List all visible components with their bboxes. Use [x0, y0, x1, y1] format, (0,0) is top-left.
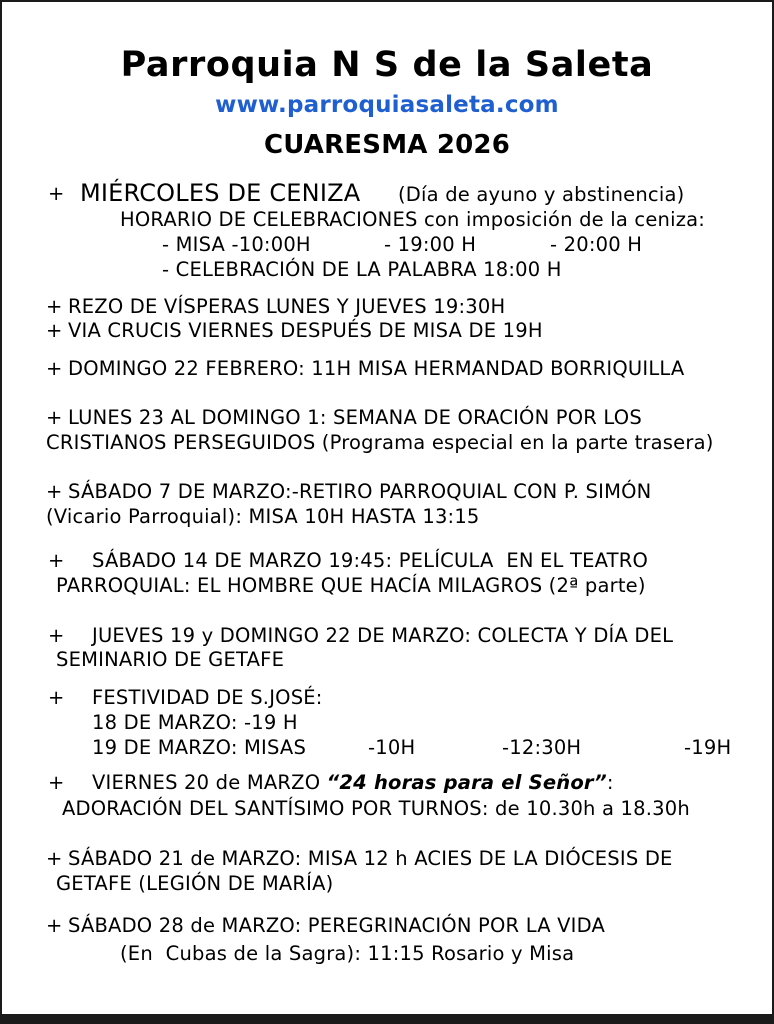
- semana-line-2: CRISTIANOS PERSEGUIDOS (Programa especial en la parte trasera): [46, 431, 714, 454]
- sanjose-time-2: -12:30H: [502, 736, 582, 759]
- ceniza-note: (Día de ayuno y abstinencia): [398, 183, 685, 206]
- bullet: +: [48, 686, 65, 709]
- acies-line-2: GETAFE (LEGIÓN DE MARÍA): [56, 872, 334, 895]
- bullet: +: [46, 914, 63, 937]
- visperas-item: REZO DE VÍSPERAS LUNES Y JUEVES 19:30H: [68, 295, 506, 318]
- horas24-line-2: ADORACIÓN DEL SANTÍSIMO POR TURNOS: de 10.30h a 18.30h: [62, 797, 690, 820]
- pelicula-line-2: PARROQUIAL: EL HOMBRE QUE HACÍA MILAGROS (2ª parte): [56, 574, 646, 597]
- bullet: +: [46, 406, 63, 429]
- domingo22-item: DOMINGO 22 FEBRERO: 11H MISA HERMANDAD BORRIQUILLA: [68, 357, 685, 380]
- page-title: Parroquia N S de la Saleta: [120, 45, 654, 85]
- peregrinacion-line-1: SÁBADO 28 de MARZO: PEREGRINACIÓN POR LA VIDA: [68, 914, 606, 937]
- ceniza-mass-3: - 20:00 H: [550, 233, 643, 256]
- bullet: +: [48, 624, 65, 647]
- flyer-page: [2, 2, 772, 1014]
- ceniza-palabra: - CELEBRACIÓN DE LA PALABRA 18:00 H: [162, 258, 562, 281]
- bullet: +: [46, 480, 63, 503]
- bullet: +: [48, 549, 65, 572]
- bullet: +: [46, 847, 63, 870]
- seminario-line-2: SEMINARIO DE GETAFE: [56, 648, 285, 671]
- horas24-line-1: [92, 773, 614, 793]
- retiro-line-1: SÁBADO 7 DE MARZO:-RETIRO PARROQUIAL CON P. SIMÓN: [68, 480, 652, 503]
- website-link[interactable]: www.parroquiasaleta.com: [215, 92, 559, 118]
- horas24-suffix: :: [606, 771, 614, 794]
- pelicula-line-1: SÁBADO 14 DE MARZO 19:45: PELÍCULA EN EL TEATRO: [92, 549, 649, 572]
- page-subtitle: CUARESMA 2026: [263, 130, 511, 160]
- sanjose-line-3-label: 19 DE MARZO: MISAS: [92, 736, 307, 759]
- peregrinacion-line-2: (En Cubas de la Sagra): 11:15 Rosario y Misa: [120, 942, 575, 965]
- bullet: +: [46, 357, 63, 380]
- sanjose-time-3: -19H: [684, 736, 732, 759]
- sanjose-line-2: 18 DE MARZO: -19 H: [92, 711, 298, 734]
- bullet: +: [48, 182, 65, 205]
- ceniza-title: MIÉRCOLES DE CENIZA: [80, 179, 361, 207]
- bullet: +: [46, 319, 63, 342]
- sanjose-title: FESTIVIDAD DE S.JOSÉ:: [92, 686, 323, 709]
- horas24-quote: “24 horas para el Señor”: [326, 771, 607, 794]
- ceniza-mass-1: - MISA -10:00H: [162, 233, 311, 256]
- acies-line-1: SÁBADO 21 de MARZO: MISA 12 h ACIES DE LA DIÓCESIS DE: [68, 847, 673, 870]
- seminario-line-1: JUEVES 19 y DOMINGO 22 DE MARZO: COLECTA Y DÍA DEL: [92, 624, 674, 647]
- bullet: +: [48, 771, 65, 794]
- bullet: +: [46, 295, 63, 318]
- sanjose-time-1: -10H: [368, 736, 416, 759]
- horas24-prefix: VIERNES 20 de MARZO: [92, 771, 327, 794]
- semana-line-1: LUNES 23 AL DOMINGO 1: SEMANA DE ORACIÓN POR LOS: [68, 406, 642, 429]
- retiro-line-2: (Vicario Parroquial): MISA 10H HASTA 13:15: [46, 505, 480, 528]
- ceniza-schedule-heading: HORARIO DE CELEBRACIONES con imposición de la ceniza:: [120, 208, 706, 231]
- ceniza-mass-2: - 19:00 H: [384, 233, 477, 256]
- viacrucis-item: VIA CRUCIS VIERNES DESPUÉS DE MISA DE 19H: [68, 319, 543, 342]
